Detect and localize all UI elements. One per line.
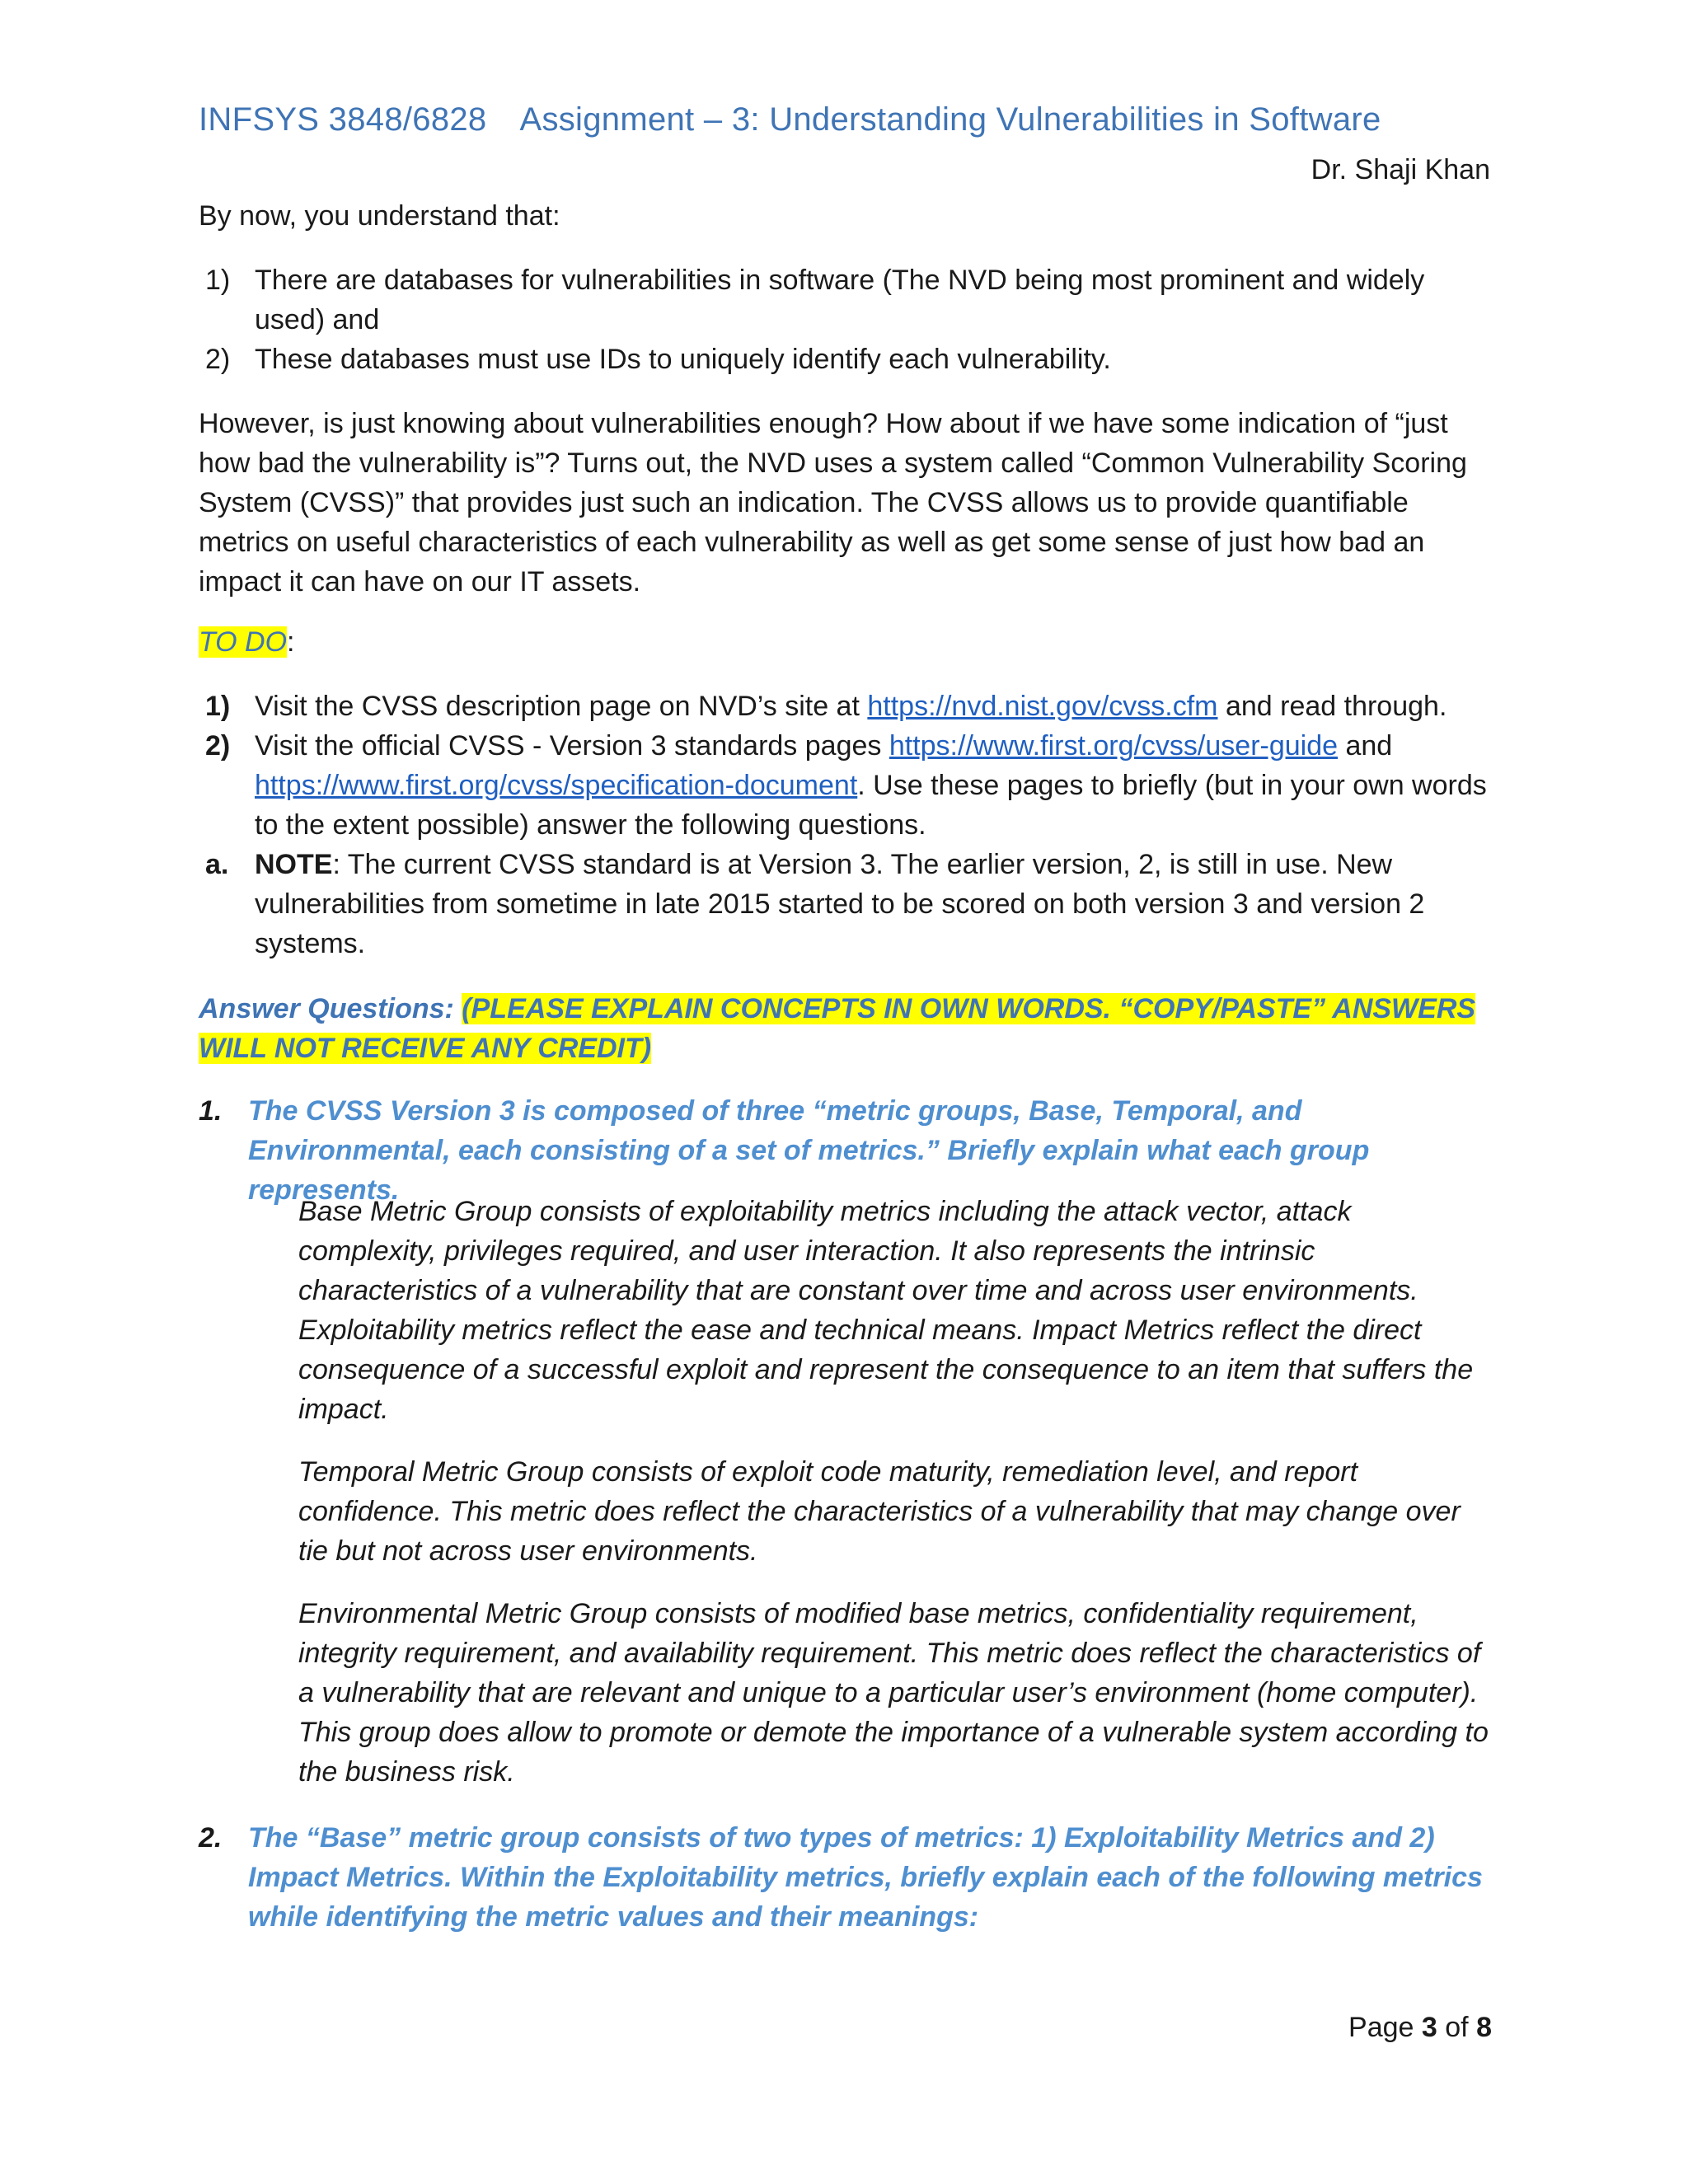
todo-list	[199, 687, 1493, 963]
answer-temporal: Temporal Metric Group consists of exploit code maturity, remediation level, and report confidence. This metric does reflect the characteristics of a vulnerability that may change over tie but not across user environments.	[298, 1456, 1461, 1567]
instruction-highlight: (PLEASE EXPLAIN CONCEPTS IN OWN WORDS. “COPY/PASTE” ANSWERS WILL NOT RECEIVE ANY CREDIT)	[199, 993, 1476, 1064]
list-item: 2) Visit the official CVSS - Version 3 standards pages https://www.first.org/cvss/user-guide and https://www.first.org/cvss/specification-document. Use these pages to briefly (but in your own words to the extent possible) answer the following questions.	[205, 730, 1487, 841]
question-1: 1. The CVSS Version 3 is composed of three “metric groups, Base, Temporal, and Environmental, each consisting of a set of metrics.” Briefly explain what each group represents.	[199, 1095, 1370, 1206]
header-title	[199, 101, 1381, 138]
todo-heading: TO DO:	[199, 626, 295, 658]
answer-1	[199, 1192, 1493, 1792]
intro-paragraph: However, is just knowing about vulnerabilities enough? How about if we have some indication of “just how bad the vulnerability is”? Turns out, the NVD uses a system called “Common Vulnerability Scoring System (CVSS)” that provides just such an indication. The CVSS allows us to provide quantifiable metrics on useful characteristics of each vulnerability as well as get some sense of just how bad an impact it can have on our IT assets.	[199, 408, 1467, 598]
list-item: 1) Visit the CVSS description page on NVD’s site at https://nvd.nist.gov/cvss.cfm and read through.	[205, 691, 1447, 722]
assignment-title: Assignment – 3: Understanding Vulnerabilities in Software	[519, 101, 1381, 138]
list-item: 2) These databases must use IDs to uniquely identify each vulnerability.	[205, 344, 1111, 375]
course-code: INFSYS 3848/6828	[199, 101, 487, 138]
intro-section	[199, 196, 1493, 602]
first-spec-link[interactable]: https://www.first.org/cvss/specification-document	[255, 770, 858, 801]
question-2: 2. The “Base” metric group consists of two types of metrics: 1) Exploitability Metrics and 2) Impact Metrics. Within the Exploitability metrics, briefly explain each of the following metrics while identifying the metric values and their meanings:	[199, 1822, 1483, 1933]
intro-list	[199, 260, 1493, 379]
answer-base: Base Metric Group consists of exploitability metrics including the attack vector, attack complexity, privileges required, and user interaction. It also represents the intrinsic characteristics of a vulnerability that are constant over time and across user environments. Exploitability metrics reflect the ease and technical means. Impact Metrics reflect the direct consequence of a successful exploit and represent the consequence to an item that suffers the impact.	[298, 1196, 1474, 1425]
todo-section	[199, 622, 1493, 963]
answer-environmental: Environmental Metric Group consists of modified base metrics, confidentiality requirement, integrity requirement, and availability requirement. This metric does reflect the characteristics of a vulnerability that are relevant and unique to a particular user’s environment (home computer). This group does allow to promote or demote the importance of a vulnerable system according to the business risk.	[298, 1598, 1489, 1788]
note-item: a. NOTE: The current CVSS standard is at Version 3. The earlier version, 2, is still in use. New vulnerabilities from sometime in late 2015 started to be scored on both version 3 and version 2 systems.	[205, 849, 1425, 959]
todo-label: TO DO	[199, 626, 288, 658]
intro-lead: By now, you understand that:	[199, 200, 560, 232]
nvd-cvss-link[interactable]: https://nvd.nist.gov/cvss.cfm	[867, 691, 1218, 722]
header-author: Dr. Shaji Khan	[1311, 154, 1490, 185]
list-item: 1) There are databases for vulnerabilities in software (The NVD being most prominent and widely used) and	[205, 265, 1425, 335]
page-number: Page 3 of 8	[1348, 2012, 1492, 2043]
answer-questions-heading: Answer Questions: (PLEASE EXPLAIN CONCEPTS IN OWN WORDS. “COPY/PASTE” ANSWERS WILL NOT RECEIVE ANY CREDIT)	[199, 993, 1476, 1064]
first-user-guide-link[interactable]: https://www.first.org/cvss/user-guide	[889, 730, 1339, 762]
